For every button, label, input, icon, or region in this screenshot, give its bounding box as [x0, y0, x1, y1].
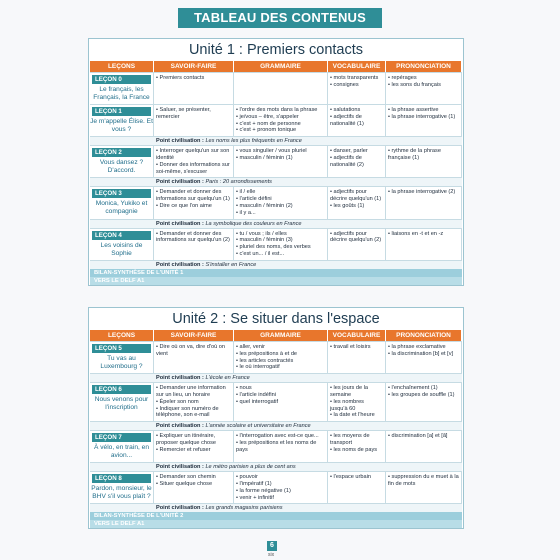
vocabulaire-list — [330, 474, 383, 481]
content-item: • Premiers contacts — [156, 75, 231, 82]
content-item: • suppression du e muet à la fin de mots — [388, 474, 459, 488]
savoir-faire-cell — [154, 187, 234, 218]
content-item: • aller, venir — [236, 344, 325, 351]
header-grammaire: GRAMMAIRE — [234, 330, 328, 341]
civ-text: Paris : 20 arrondissements — [205, 179, 272, 186]
prononciation-list — [388, 433, 459, 440]
content-item: • Donner des informations sur soi-même, s'excuser — [156, 162, 231, 176]
lesson-number[interactable]: LEÇON 4 — [92, 231, 151, 240]
point-civilisation — [90, 503, 462, 512]
civ-label: Point civilisation : — [156, 375, 204, 382]
content-item: • salutations — [330, 107, 383, 114]
prononciation-list — [388, 474, 459, 488]
content-item: • vous singulier / vous pluriel — [236, 148, 325, 155]
content-item: • Expliquer un itinéraire, proposer quelque chose — [156, 433, 231, 447]
lesson-title: À vélo, en train, en avion... — [94, 444, 149, 460]
content-item: • Demander et donner des informations sur quelqu'un (1) — [156, 189, 231, 203]
lesson-title: Monica, Yukiko et compagnie — [95, 200, 148, 216]
vocabulaire-cell — [328, 472, 386, 503]
content-item: • masculin / féminin (2) — [236, 203, 325, 210]
lesson-row — [90, 382, 462, 421]
content-item: • je/vous – être, s'appeler — [236, 114, 325, 121]
lesson-cell — [90, 229, 154, 260]
prononciation-cell — [386, 187, 462, 218]
content-item: • travail et loisirs — [330, 344, 383, 351]
point-civilisation — [90, 421, 462, 430]
content-item: • liaisons en -t et en -z — [388, 231, 459, 238]
content-item: • Dire où on va, dire d'où on vient — [156, 344, 231, 358]
content-item: • pouvoir — [236, 474, 325, 481]
lesson-number[interactable]: LEÇON 7 — [92, 433, 151, 442]
content-item: • Interroger quelqu'un sur son identité — [156, 148, 231, 162]
lesson-cell — [90, 187, 154, 218]
savoir-faire-list — [156, 231, 231, 245]
lesson-cell — [90, 472, 154, 503]
vocabulaire-cell — [328, 342, 386, 373]
vocabulaire-cell — [328, 73, 386, 104]
prononciation-cell — [386, 342, 462, 373]
savoir-faire-list — [156, 474, 231, 488]
civ-text: Les grands magasins parisiens — [205, 505, 283, 512]
prononciation-list — [388, 148, 459, 162]
content-item: • nous — [236, 385, 325, 392]
prononciation-list — [388, 107, 459, 121]
content-item: • les goûts (1) — [330, 203, 383, 210]
point-civilisation — [90, 177, 462, 186]
savoir-faire-cell — [154, 146, 234, 177]
grammaire-cell — [234, 342, 328, 373]
content-item: • quel interrogatif — [236, 399, 325, 406]
lesson-cell — [90, 383, 154, 421]
content-item: • Remercier et refuser — [156, 447, 231, 454]
content-item: • masculin / féminin (3) — [236, 237, 325, 244]
prononciation-cell — [386, 431, 462, 462]
content-item: • Demander une information sur un lieu, un horaire — [156, 385, 231, 399]
savoir-faire-list — [156, 107, 231, 121]
content-item: • l'espace urbain — [330, 474, 383, 481]
header-lecons: LEÇONS — [90, 330, 154, 341]
lesson-cell — [90, 342, 154, 373]
content-item: • l'article indéfini — [236, 392, 325, 399]
content-item: • les noms de pays — [330, 447, 383, 454]
grammaire-list — [236, 474, 325, 501]
prononciation-list — [388, 189, 459, 196]
content-item: • l'ordre des mots dans la phrase — [236, 107, 325, 114]
civ-label: Point civilisation : — [156, 464, 204, 471]
header-vocabulaire: VOCABULAIRE — [328, 61, 386, 72]
grammaire-cell — [234, 73, 328, 104]
grammaire-cell — [234, 187, 328, 218]
vocabulaire-cell — [328, 431, 386, 462]
grammaire-cell — [234, 431, 328, 462]
content-item: • adjectifs de nationalité (2) — [330, 155, 383, 169]
vocabulaire-list — [330, 107, 383, 127]
content-item: • Situer quelque chose — [156, 481, 231, 488]
civ-label: Point civilisation : — [156, 505, 204, 512]
lesson-row — [90, 341, 462, 373]
civ-text: L'école en France — [205, 375, 250, 382]
savoir-faire-list — [156, 75, 231, 82]
unit-title: Unité 2 : Se situer dans l'espace — [172, 311, 380, 327]
content-item: • venir + infinitif — [236, 495, 325, 502]
point-civilisation — [90, 260, 462, 269]
header-savoir-faire: SAVOIR-FAIRE — [154, 61, 234, 72]
content-item: • discrimination [a] et [ã] — [388, 433, 459, 440]
lesson-row — [90, 145, 462, 177]
content-item: • les sons du français — [388, 82, 459, 89]
civ-label: Point civilisation : — [156, 261, 204, 268]
lesson-row — [90, 186, 462, 218]
table-header-row — [90, 61, 462, 72]
content-item: • l'enchaînement (1) — [388, 385, 459, 392]
content-item: • les nombres jusqu'à 60 — [330, 399, 383, 413]
point-civilisation — [90, 219, 462, 228]
content-item: • la discrimination [b] et [v] — [388, 351, 459, 358]
lesson-title: Nous venons pour l'inscription — [94, 396, 149, 412]
lesson-row — [90, 72, 462, 104]
content-item: • l'impératif (1) — [236, 481, 325, 488]
savoir-faire-cell — [154, 73, 234, 104]
grammaire-list — [236, 385, 325, 405]
civ-text: Le métro parisien a plus de cent ans — [205, 464, 296, 471]
grammaire-list — [236, 107, 325, 134]
content-item: • la phrase interrogative (1) — [388, 114, 459, 121]
vocabulaire-list — [330, 385, 383, 419]
civ-label: Point civilisation : — [156, 423, 204, 430]
grammaire-list — [236, 344, 325, 371]
content-item: • consignes — [330, 82, 383, 89]
lesson-title: Tu vas au Luxembourg ? — [100, 355, 143, 370]
content-item: • la phrase exclamative — [388, 344, 459, 351]
content-item: • masculin / féminin (1) — [236, 155, 325, 162]
unit-2-table — [88, 307, 464, 529]
lesson-number[interactable]: LEÇON 2 — [92, 148, 151, 157]
vocabulaire-list — [330, 433, 383, 453]
savoir-faire-cell — [154, 342, 234, 373]
header-vocabulaire: VOCABULAIRE — [328, 330, 386, 341]
content-item: • tu / vous ; ils / elles — [236, 231, 325, 238]
content-item: • mots transparents — [330, 75, 383, 82]
prononciation-cell — [386, 105, 462, 136]
content-item: • c'est un... / il est... — [236, 251, 325, 258]
header-lecons: LEÇONS — [90, 61, 154, 72]
lesson-cell — [90, 431, 154, 462]
prononciation-list — [388, 344, 459, 358]
lesson-cell — [90, 146, 154, 177]
savoir-faire-cell — [154, 431, 234, 462]
content-item: • c'est + pronom tonique — [236, 127, 325, 134]
lesson-row — [90, 104, 462, 136]
savoir-faire-list — [156, 344, 231, 358]
header-prononciation: PRONONCIATION — [386, 330, 462, 341]
savoir-faire-cell — [154, 472, 234, 503]
content-item: • Épeler son nom — [156, 399, 231, 406]
content-item: • c'est + nom de personne — [236, 121, 325, 128]
lesson-number[interactable]: LEÇON 5 — [92, 344, 151, 353]
prononciation-cell — [386, 383, 462, 421]
grammaire-cell — [234, 383, 328, 421]
civ-text: Les noms les plus fréquents en France — [205, 138, 302, 145]
vocabulaire-list — [330, 231, 383, 245]
vocabulaire-cell — [328, 229, 386, 260]
lesson-number[interactable]: LEÇON 0 — [92, 75, 151, 84]
content-item: • la phrase assertive — [388, 107, 459, 114]
grammaire-list — [236, 148, 325, 162]
lesson-number[interactable]: LEÇON 6 — [92, 385, 151, 394]
prononciation-list — [388, 385, 459, 399]
content-item: • l'article défini — [236, 196, 325, 203]
content-item: • la phrase interrogative (2) — [388, 189, 459, 196]
header-prononciation: PRONONCIATION — [386, 61, 462, 72]
lesson-cell — [90, 73, 154, 104]
content-item: • adjectifs pour décrire quelqu'un (2) — [330, 231, 383, 245]
prononciation-list — [388, 231, 459, 238]
civ-text: S'installer en France — [205, 261, 257, 268]
lesson-cell — [90, 105, 154, 136]
contents-banner: TABLEAU DES CONTENUS — [178, 8, 382, 28]
lesson-title: Pardon, monsieur, le BHV s'il vous plaît ? — [91, 485, 152, 501]
content-item: • les prépositions et les noms de pays — [236, 440, 325, 454]
point-civilisation — [90, 462, 462, 471]
prononciation-cell — [386, 146, 462, 177]
lesson-title: Je m'appelle Élise. Et vous ? — [90, 118, 153, 133]
content-item: • le où interrogatif — [236, 364, 325, 371]
lesson-number[interactable]: LEÇON 8 — [92, 474, 151, 483]
page-number-word: six — [268, 552, 275, 558]
vocabulaire-cell — [328, 383, 386, 421]
prononciation-list — [388, 75, 459, 89]
header-grammaire: GRAMMAIRE — [234, 61, 328, 72]
prononciation-cell — [386, 472, 462, 503]
content-item: • la date et l'heure — [330, 412, 383, 419]
vocabulaire-list — [330, 189, 383, 209]
lesson-number[interactable]: LEÇON 1 — [92, 107, 151, 116]
vocabulaire-list — [330, 344, 383, 351]
content-item: • Saluer, se présenter, remercier — [156, 107, 231, 121]
civ-label: Point civilisation : — [156, 179, 204, 186]
unit-1-table — [88, 38, 464, 286]
lesson-title: Vous dansez ? D'accord. — [99, 159, 144, 175]
content-item: • la forme négative (1) — [236, 488, 325, 495]
content-item: • Dire ce que l'on aime — [156, 203, 231, 210]
content-item: • les moyens de transport — [330, 433, 383, 447]
savoir-faire-list — [156, 148, 231, 175]
grammaire-list — [236, 433, 325, 453]
savoir-faire-list — [156, 433, 231, 453]
lesson-title: Les voisins de Sophie — [100, 241, 143, 257]
savoir-faire-cell — [154, 105, 234, 136]
lesson-row — [90, 430, 462, 462]
page-number: 6 — [267, 541, 277, 551]
lesson-title: Le français, les Français, la France — [93, 86, 150, 101]
savoir-faire-list — [156, 189, 231, 209]
content-item: • il y a... — [236, 210, 325, 217]
content-item: • l'interrogation avec est-ce que... — [236, 433, 325, 440]
grammaire-cell — [234, 146, 328, 177]
unit-title: Unité 1 : Premiers contacts — [188, 42, 364, 58]
content-item: • il / elle — [236, 189, 325, 196]
savoir-faire-list — [156, 385, 231, 419]
lesson-row — [90, 228, 462, 260]
grammaire-cell — [234, 472, 328, 503]
lesson-number[interactable]: LEÇON 3 — [92, 189, 151, 198]
content-item: • Demander son chemin — [156, 474, 231, 481]
savoir-faire-cell — [154, 229, 234, 260]
table-header-row — [90, 330, 462, 341]
lesson-row — [90, 471, 462, 503]
grammaire-cell — [234, 229, 328, 260]
content-item: • les groupes de souffle (1) — [388, 392, 459, 399]
content-item: • Indiquer son numéro de téléphone, son e-mail — [156, 406, 231, 420]
grammaire-cell — [234, 105, 328, 136]
vocabulaire-list — [330, 75, 383, 89]
content-item: • pluriel des noms, des verbes — [236, 244, 325, 251]
content-item: • adjectifs pour décrire quelqu'un (1) — [330, 189, 383, 203]
content-item: • les prépositions à et de — [236, 351, 325, 358]
point-civilisation — [90, 136, 462, 145]
civ-label: Point civilisation : — [156, 220, 204, 227]
civ-text: L'année scolaire et universitaire en France — [205, 423, 311, 430]
point-civilisation — [90, 373, 462, 382]
civ-text: La symbolique des couleurs en France — [205, 220, 302, 227]
bilan-synthese: BILAN-SYNTHÈSE DE L'UNITÉ 1 — [90, 269, 462, 277]
vocabulaire-cell — [328, 105, 386, 136]
prononciation-cell — [386, 73, 462, 104]
vers-delf: VERS LE DELF A1 — [90, 277, 462, 285]
grammaire-list — [236, 189, 325, 216]
savoir-faire-cell — [154, 383, 234, 421]
content-item: • repérages — [388, 75, 459, 82]
content-item: • rythme de la phrase française (1) — [388, 148, 459, 162]
prononciation-cell — [386, 229, 462, 260]
vocabulaire-cell — [328, 187, 386, 218]
vocabulaire-list — [330, 148, 383, 168]
grammaire-list — [236, 231, 325, 258]
vers-delf: VERS LE DELF A1 — [90, 520, 462, 528]
content-item: • danser, parler — [330, 148, 383, 155]
content-item: • les jours de la semaine — [330, 385, 383, 399]
header-savoir-faire: SAVOIR-FAIRE — [154, 330, 234, 341]
bilan-synthese: BILAN-SYNTHÈSE DE L'UNITÉ 2 — [90, 512, 462, 520]
vocabulaire-cell — [328, 146, 386, 177]
content-item: • les articles contractés — [236, 358, 325, 365]
content-item: • Demander et donner des informations sur quelqu'un (2) — [156, 231, 231, 245]
content-item: • adjectifs de nationalité (1) — [330, 114, 383, 128]
civ-label: Point civilisation : — [156, 138, 204, 145]
